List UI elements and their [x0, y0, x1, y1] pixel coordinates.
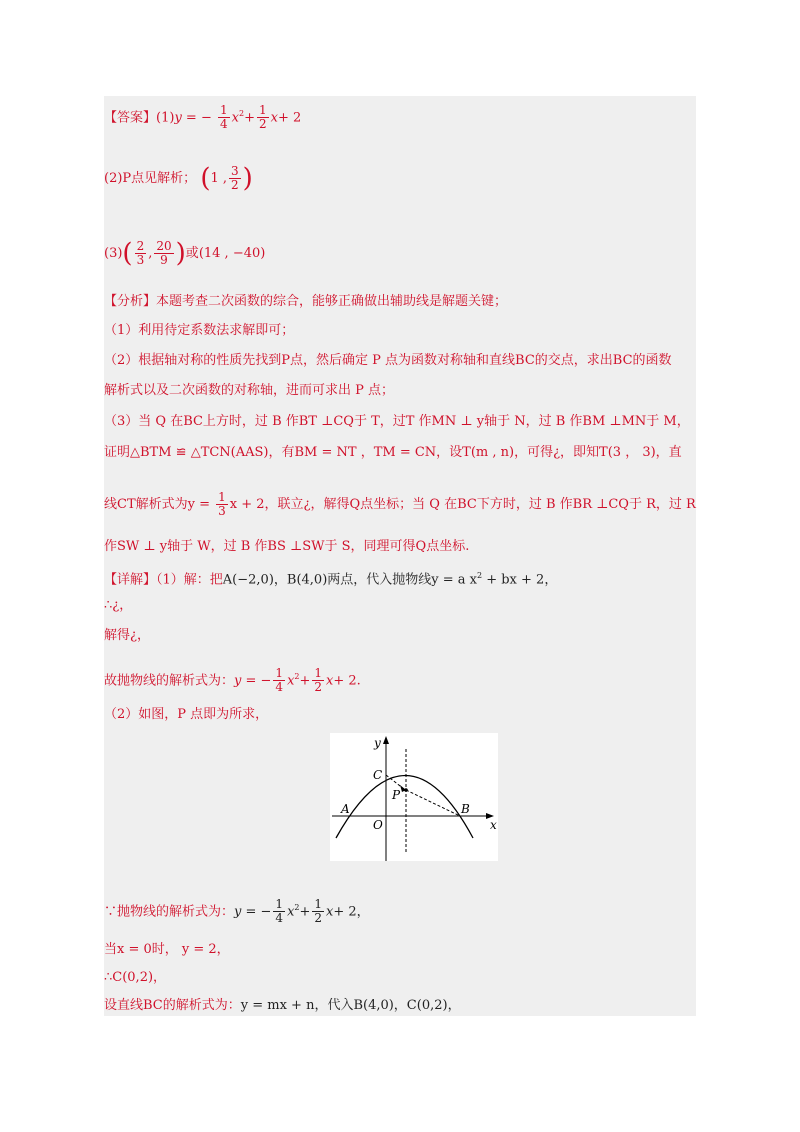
label-y: y — [374, 736, 381, 750]
analysis-label: 【分析】 — [104, 294, 157, 309]
label-P: P — [392, 788, 401, 802]
detail-line-7: 当x = 0时， y = 2， — [104, 942, 230, 957]
analysis-step-1: （1）利用待定系数法求解即可； — [104, 323, 295, 338]
answer-line-3: (3)( $\frac{2}{3}$ , $\frac{20}{9}$ )或(14 , −40) — [104, 238, 266, 269]
detail-line-1: 【详解】（1）解：把A(−2,0)，B(4,0)两点，代入抛物线y = a $x^2$ + bx + 2， — [104, 571, 558, 588]
fraction-1-2: $\frac{1}{2}$ — [258, 103, 267, 132]
part-2-prefix: (2) — [104, 171, 123, 186]
detail-line-3: 解得¿， — [104, 628, 150, 643]
fraction-20-9: $\frac{20}{9}$ — [156, 239, 172, 267]
fraction-2-3: $\frac{2}{3}$ — [136, 239, 145, 267]
parabola-figure — [330, 733, 498, 861]
fraction-1-2: $\frac{1}{2}$ — [314, 897, 323, 926]
second-coordinate: (14 , −40) — [198, 246, 266, 261]
or-text: 或 — [185, 246, 199, 261]
label-C: C — [373, 768, 383, 782]
detail-line-5: （2）如图，P 点即为所求， — [104, 707, 269, 722]
analysis-step-2b: 解析式以及二次函数的对称轴，进而可求出 P 点； — [104, 383, 395, 398]
fraction-1-3: $\frac{1}{3}$ — [218, 490, 226, 518]
detail-line-2: ∴¿， — [104, 598, 133, 613]
fraction-1-4: $\frac{1}{4}$ — [275, 666, 284, 695]
analysis-step-3c: 线CT解析式为y = $\frac{1}{3}$ x + 2，联立¿，解得Q点坐标；当 Q 在BC下方时，过 B 作BR ⊥CQ于 R，过 R — [104, 490, 696, 518]
part-2-text: P点见解析； — [122, 171, 197, 186]
fraction-1-4: $\frac{1}{4}$ — [219, 103, 228, 132]
part-1-prefix: (1) — [156, 110, 175, 126]
segment-PB — [406, 790, 460, 816]
part-3-prefix: (3) — [104, 246, 123, 261]
answer-label: 【答案】 — [104, 110, 157, 126]
analysis-intro: 【分析】本题考查二次函数的综合，能够正确做出辅助线是解题关键； — [104, 294, 508, 309]
detail-line-9: 设直线BC的解析式为：y = mx + n，代入B(4,0)，C(0,2)， — [104, 998, 461, 1013]
analysis-step-3d: 作SW ⊥ y轴于 W，过 B 作BS ⊥SW于 S，同理可得Q点坐标. — [104, 539, 470, 554]
detail-line-6: ∵抛物线的解析式为：y = − $\frac{1}{4}$ $x^2+$ $\frac{1}{2}$ x+ 2， — [104, 897, 370, 926]
fraction-3-2: $\frac{3}{2}$ — [231, 164, 239, 192]
detail-label: 【详解】 — [104, 572, 157, 588]
fraction-1-4: $\frac{1}{4}$ — [275, 897, 284, 926]
analysis-step-2a: （2）根据轴对称的性质先找到P点，然后确定 P 点为函数对称轴和直线BC的交点，求出BC的函数 — [104, 353, 672, 368]
detail-line-8: ∴C(0,2)， — [104, 970, 167, 985]
label-A: A — [341, 802, 350, 816]
eq-lhs: y = − — [174, 110, 212, 126]
label-B: B — [461, 802, 470, 816]
answer-line-2: (2)P点见解析； (1 , $\frac{3}{2}$ ) — [104, 163, 253, 194]
analysis-step-3b: 证明△BTM ≌ △TCN(AAS)，有BM = NT ，TM = CN，设T(m , n)，可得¿，即知T(3 ， 3)，直 — [104, 445, 682, 460]
parabola-graph — [330, 733, 498, 861]
label-O: O — [373, 818, 383, 832]
y-axis-arrow — [383, 736, 389, 744]
label-x: x — [490, 818, 497, 832]
point-P — [404, 788, 408, 792]
fraction-1-2: $\frac{1}{2}$ — [314, 666, 323, 695]
analysis-step-3a: （3）当 Q 在BC上方时，过 B 作BT ⊥CQ于 T，过T 作MN ⊥ y轴于 N，过 B 作BM ⊥MN于 M， — [104, 414, 690, 429]
detail-line-4: 故抛物线的解析式为：y = − $\frac{1}{4}$ $x^2+$ $\frac{1}{2}$ x+ 2. — [104, 666, 361, 695]
answer-line-1: 【答案】(1)y = − $\frac{1}{4}$ $x^2+$ $\frac{1}{2}$ x+ 2 — [104, 103, 302, 132]
coord-x: 1 , — [210, 171, 228, 186]
parabola-curve — [336, 776, 473, 839]
